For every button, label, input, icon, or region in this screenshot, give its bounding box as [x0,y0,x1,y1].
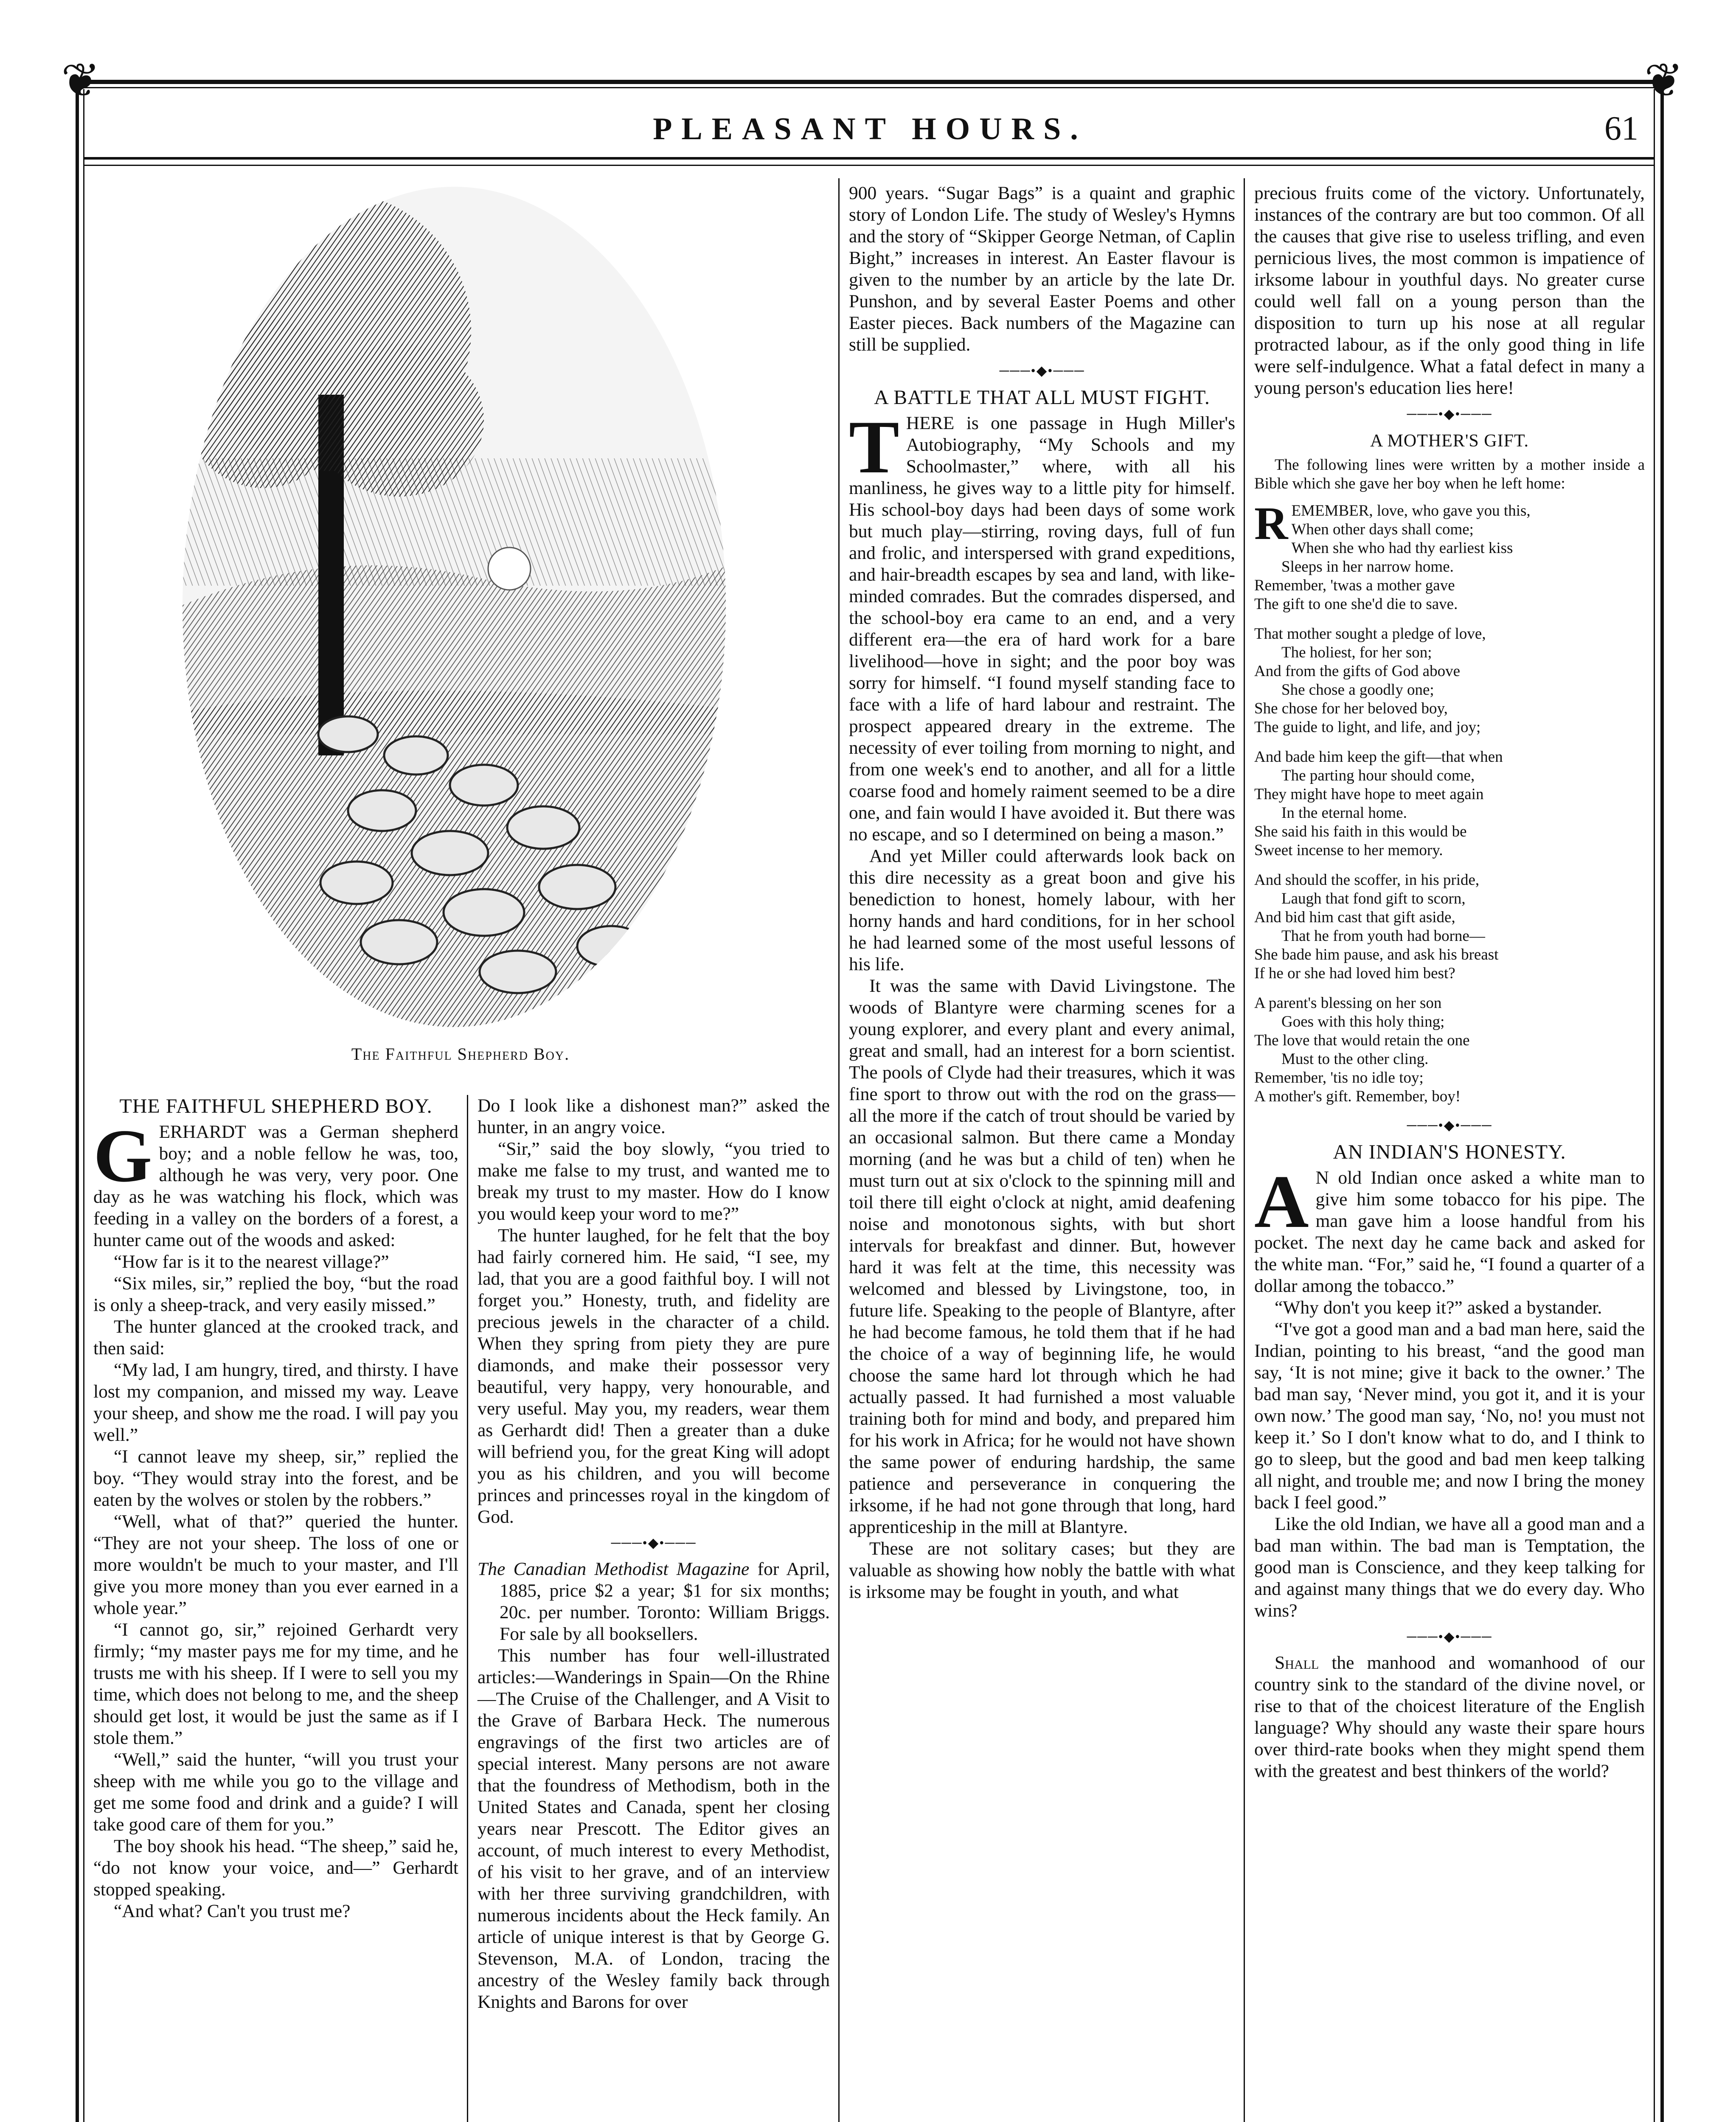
paragraph: “I've got a good man and a bad man here, said the Indian, pointing to his breast, “and the good man say, ‘It is not mine; give it back to the owner.’ The bad man say, ‘Never mind, you got it, and it is your own now.’ The good man say, ‘No, no! you must not keep it.’ So I don't know what to do, and I think to go to sleep, but the good and bad men keep talking all night, and trouble me; and now I bring the money back I feel good.” [1254,1319,1645,1513]
poem-line: That he from youth had borne— [1281,927,1485,945]
article-heading: A BATTLE THAT ALL MUST FIGHT. [874,386,1210,409]
paragraph: “Sir,” said the boy slowly, “you tried to make me false to my trust, and wanted me to break my trust to my master. How do I know you would keep your word to me?” [478,1139,830,1224]
closing-lead: Shall [1275,1653,1319,1673]
paragraph: The hunter laughed, for he felt that the boy had fairly cornered him. He said, “I see, my lad, that you are a good faithful boy. I will not forget you.” Honesty, truth, and fidelity are precious jewels in the character of a child. When they spring from piety they are pure diamonds, and make their possessor very beautiful, very happy, very honourable, and very useful. May you, my readers, wear them as Gerhardt did! Then a greater than a duke will befriend you, for the great King will adopt you as his children, and you will become princes and princesses royal in the kingdom of God. [478,1225,830,1527]
poem-line: And bid him cast that gift aside, [1254,909,1455,926]
magazine-title: The Canadian Methodist Magazine [478,1559,750,1579]
paragraph: And yet Miller could afterwards look back on this dire necessity as a great boon and give his benediction to honest, homely labour, with her horny hands and hard conditions, for in her school he had learned some of the most useful lessons of his life. [849,846,1235,974]
poem-line: Sleeps in her narrow home. [1281,558,1454,575]
corner-ornament-icon: ❦ [1644,55,1684,107]
paragraph: “Why don't you keep it?” asked a bystander. [1275,1297,1602,1318]
paragraph: These are not solitary cases; but they are valuable as showing how nobly the battle with what is irksome may be fought in youth, and what [849,1538,1235,1602]
paragraph: N old Indian once asked a white man to give him some tobacco for his pipe. The man gave him a loose handful from his pocket. The next day he came back and asked for the white man. “For,” said he, “I found a quarter of a dollar among the tobacco.” [1254,1168,1645,1296]
paragraph: “I cannot leave my sheep, sir,” replied the boy. “They would stray into the forest, and be eaten by the wolves or stolen by the robbers.” [93,1446,458,1510]
paragraph: It was the same with David Livingstone. The woods of Blantyre were charming scenes for a young explorer, and every plant and every animal, great and small, had an interest for a born scientist. The pools of Clyde had their treasures, which it was fine sport to throw out with the rod on the grass—all the more if the catch of trout should be varied by an occasional salmon. But there came a Monday morning (and he was but a child of ten) when he must turn out at six o'clock to the spinning mill and toil there till eight o'clock at night, amid deafening noise and monotonous sights, with but short intervals for breakfast and dinner. But, however hard it was felt at the time, this necessity was welcomed and blessed by Livingstone, too, in future life. Speaking to the people of Blantyre, after he had become famous, he told them that if he had the choice of a way of beginning life, he would choose the same hard lot through which he had actually passed. It had furnished a most valuable training both for mind and body, and prepared him for his work in Africa; for he would not have shown the same power of enduring hardship, the same patience and perseverance in conquering the irksome, if he had not gone through that long, hard apprenticeship in the mill at Blantyre. [849,976,1235,1537]
frame-right-rule-thin [1654,89,1655,2122]
paragraph: the manhood and womanhood of our country sink to the standard of the divine novel, or rise to that of the choicest literature of the English language? Why should any waste their spare hours over third-rate books when they might spend them with the greatest and best thinkers of the world? [1254,1653,1645,1781]
poem-line: Must to the other cling. [1281,1050,1429,1068]
poem-line: EMEMBER, love, who gave you this, [1291,502,1531,519]
poem-line: A parent's blessing on her son [1254,994,1442,1012]
running-title: PLEASANT HOURS. [653,112,1087,146]
poem-line: The love that would retain the one [1254,1032,1470,1049]
page-number: 61 [1604,110,1638,147]
column-rule [838,178,840,2122]
drop-cap: R [1254,497,1288,549]
paragraph: HERE is one passage in Hugh Miller's Autobiography, “My Schools and my Schoolmaster,” where, with all his manliness, he gives way to a little pity for himself. His school-boy days had been days of some work but much play—stirring, roving days, full of fun and frolic, and interspersed with grand expeditions, and hair-breadth escapes by sea and land, with like-minded comrades. But the comrades dispersed, and the school-boy era came to an end, and a very different era—the era of hard work for a bare livelihood—hove in sight; and the poor boy was sorry for himself. “I found myself standing face to face with a life of hard labour and restraint. The prospect appeared dreary in the extreme. The necessity of ever toiling from morning to night, and from one week's end to another, and all for a little coarse food and homely raiment seemed to be a dire one, and fain would I have avoided it. But there was no escape, and so I determined on being a mason.” [849,413,1235,845]
poem-stanza [1254,497,1645,614]
illustration-caption: The Faithful Shepherd Boy. [351,1044,570,1064]
frame-left-rule [76,89,79,2122]
paragraph: “How far is it to the nearest village?” [114,1252,389,1272]
poem-line: Remember, 'twas a mother gave [1254,577,1455,594]
shepherd-engraving-image [178,182,730,1031]
paragraph: Like the old Indian, we have all a good man and a bad man within. The bad man is Temptation, the good man is Conscience, and they keep talking for and against many things that we do every day. Who wins? [1254,1514,1645,1621]
poem-line: The gift to one she'd die to save. [1254,595,1458,613]
paragraph: “Six miles, sir,” replied the boy, “but the road is only a sheep-track, and very easily missed.” [93,1273,458,1315]
poem-intro: The following lines were written by a mother inside a Bible which she gave her boy when he left home: [1254,456,1645,492]
poem-line: In the eternal home. [1281,804,1407,822]
column-2 [478,1095,830,2013]
paragraph: “My lad, I am hungry, tired, and thirsty. I have lost my companion, and missed my way. Leave your sheep, and show me the road. I will pay you well.” [93,1360,458,1445]
poem-line: She said his faith in this would be [1254,823,1467,840]
section-divider: ───•◆•─── [1407,1629,1492,1644]
column-1 [93,1095,458,1922]
paragraph: “And what? Can't you trust me? [114,1901,351,1921]
paragraph: The boy shook his head. “The sheep,” said he, “do not know your voice, and—” Gerhardt stopped speaking. [93,1836,458,1900]
column-4 [1254,182,1645,1782]
paragraph: “Well, what of that?” queried the hunter. “They are not your sheep. The loss of one or more wouldn't be much to your master, and I'll give you more money than you ever earned in a whole year.” [93,1511,458,1618]
poem-line: Goes with this holy thing; [1281,1013,1445,1030]
poem-stanza [1254,625,1645,737]
poem-line: Laugh that fond gift to scorn, [1281,890,1466,907]
poem-line: The guide to light, and life, and joy; [1254,719,1481,736]
column-rule [1244,178,1245,2122]
poem-line: A mother's gift. Remember, boy! [1254,1088,1461,1105]
header-rule-thin [83,165,1654,166]
column-rule [467,1095,468,2122]
poem-body [1254,497,1645,1106]
poem-line: She chose for her beloved boy, [1254,700,1448,717]
poem-line: They might have hope to meet again [1254,786,1484,803]
drop-cap: G [93,1114,152,1198]
poem-line: The holiest, for her son; [1281,644,1432,661]
poem-line: And from the gifts of God above [1254,662,1461,680]
poem-heading: A MOTHER'S GIFT. [1370,431,1529,451]
poem-stanza [1254,871,1645,983]
poem-line: She chose a goodly one; [1281,681,1434,699]
poem-line: When other days shall come; [1291,521,1474,538]
paragraph: Do I look like a dishonest man?” asked the hunter, in an angry voice. [478,1095,830,1137]
poem-line: That mother sought a pledge of love, [1254,625,1486,643]
poem-line: Sweet incense to her memory. [1254,842,1443,859]
header-rule [83,157,1654,160]
poem-line: And should the scoffer, in his pride, [1254,871,1480,889]
poem-line: If he or she had loved him best? [1254,965,1455,982]
frame-left-rule-thin [83,89,84,2122]
paragraph: The hunter glanced at the crooked track, and then said: [93,1316,458,1359]
section-divider: ───•◆•─── [999,363,1085,378]
paragraph: This number has four well-illustrated articles:—Wanderings in Spain—On the Rhine—The Cruise of the Challenger, and A Visit to the Grave of Barbara Heck. The numerous engravings of the first two articles are of special interest. Many persons are not aware that the foundress of Methodism, both in the United States and Canada, spent her closing years near Prescott. The Editor gives an account, of much interest to every Methodist, of his visit to her grave, and of an interview with her three surviving grandchildren, with numerous incidents about the Heck family. An article of unique interest is that by George G. Stevenson, M.A. of London, tracing the ancestry of the Wesley family back through Knights and Barons for over [478,1645,830,2012]
paragraph: precious fruits come of the victory. Unfortunately, instances of the contrary are but too common. Of all the causes that give rise to useless trifling, and even pernicious lives, the most common is impatience of irksome labour in youthful days. No greater curse could well fall on a young person than the disposition to turn up his nose at all regular protracted labour, as if the only good thing in life were self-indulgence. What a fatal defect in many a young person's education lies here! [1254,183,1645,398]
section-divider: ───•◆•─── [1407,1117,1492,1133]
frame-top-rule [81,80,1660,84]
article-heading: THE FAITHFUL SHEPHERD BOY. [119,1095,433,1117]
drop-cap: T [849,405,899,489]
section-divider: ───•◆•─── [611,1535,697,1550]
poem-stanza [1254,748,1645,860]
paragraph: ERHARDT was a German shepherd boy; and a noble fellow he was, too, although he was very, very poor. One day as he was watching his flock, which was feeding in a valley on the borders of a forest, a hunter came out of the woods and asked: [93,1122,458,1250]
magazine-notice: for April, 1885, price $2 a year; $1 for six months; 20c. per number. Toronto: William Briggs. For sale by all booksellers. [500,1559,830,1644]
corner-ornament-icon: ❦ [61,55,101,107]
poem-line: And bade him keep the gift—that when [1254,748,1503,766]
poem-line: She bade him pause, and ask his breast [1254,946,1499,963]
section-divider: ───•◆•─── [1407,406,1492,421]
column-3 [849,182,1235,1603]
drop-cap: A [1254,1159,1309,1243]
poem-line: Remember, 'tis no idle toy; [1254,1069,1424,1086]
paragraph: “Well,” said the hunter, “will you trust your sheep with me while you go to the village and get me some food and drink and a guide? I will take good care of them for you.” [93,1749,458,1835]
poem-line: The parting hour should come, [1281,767,1475,784]
article-heading: AN INDIAN'S HONESTY. [1333,1141,1566,1163]
paragraph: 900 years. “Sugar Bags” is a quaint and graphic story of London Life. The study of Wesley's Hymns and the story of “Skipper George Netman, of Caplin Bight,” increases in interest. An Easter flavour is given to the number by an article by the late Dr. Punshon, and by several Easter Poems and other Easter pieces. Back numbers of the Magazine can still be supplied. [849,183,1235,355]
poem-line: When she who had thy earliest kiss [1291,539,1513,557]
poem-stanza [1254,994,1645,1106]
frame-right-rule [1660,89,1664,2122]
paragraph: “I cannot go, sir,” rejoined Gerhardt very firmly; “my master pays me for my time, and he trusts me with his sheep. If I were to sell you my time, which does not belong to me, and the sheep should get lost, it would be just the same as if I stole them.” [93,1620,458,1748]
frame-top-rule-thin [81,87,1660,88]
